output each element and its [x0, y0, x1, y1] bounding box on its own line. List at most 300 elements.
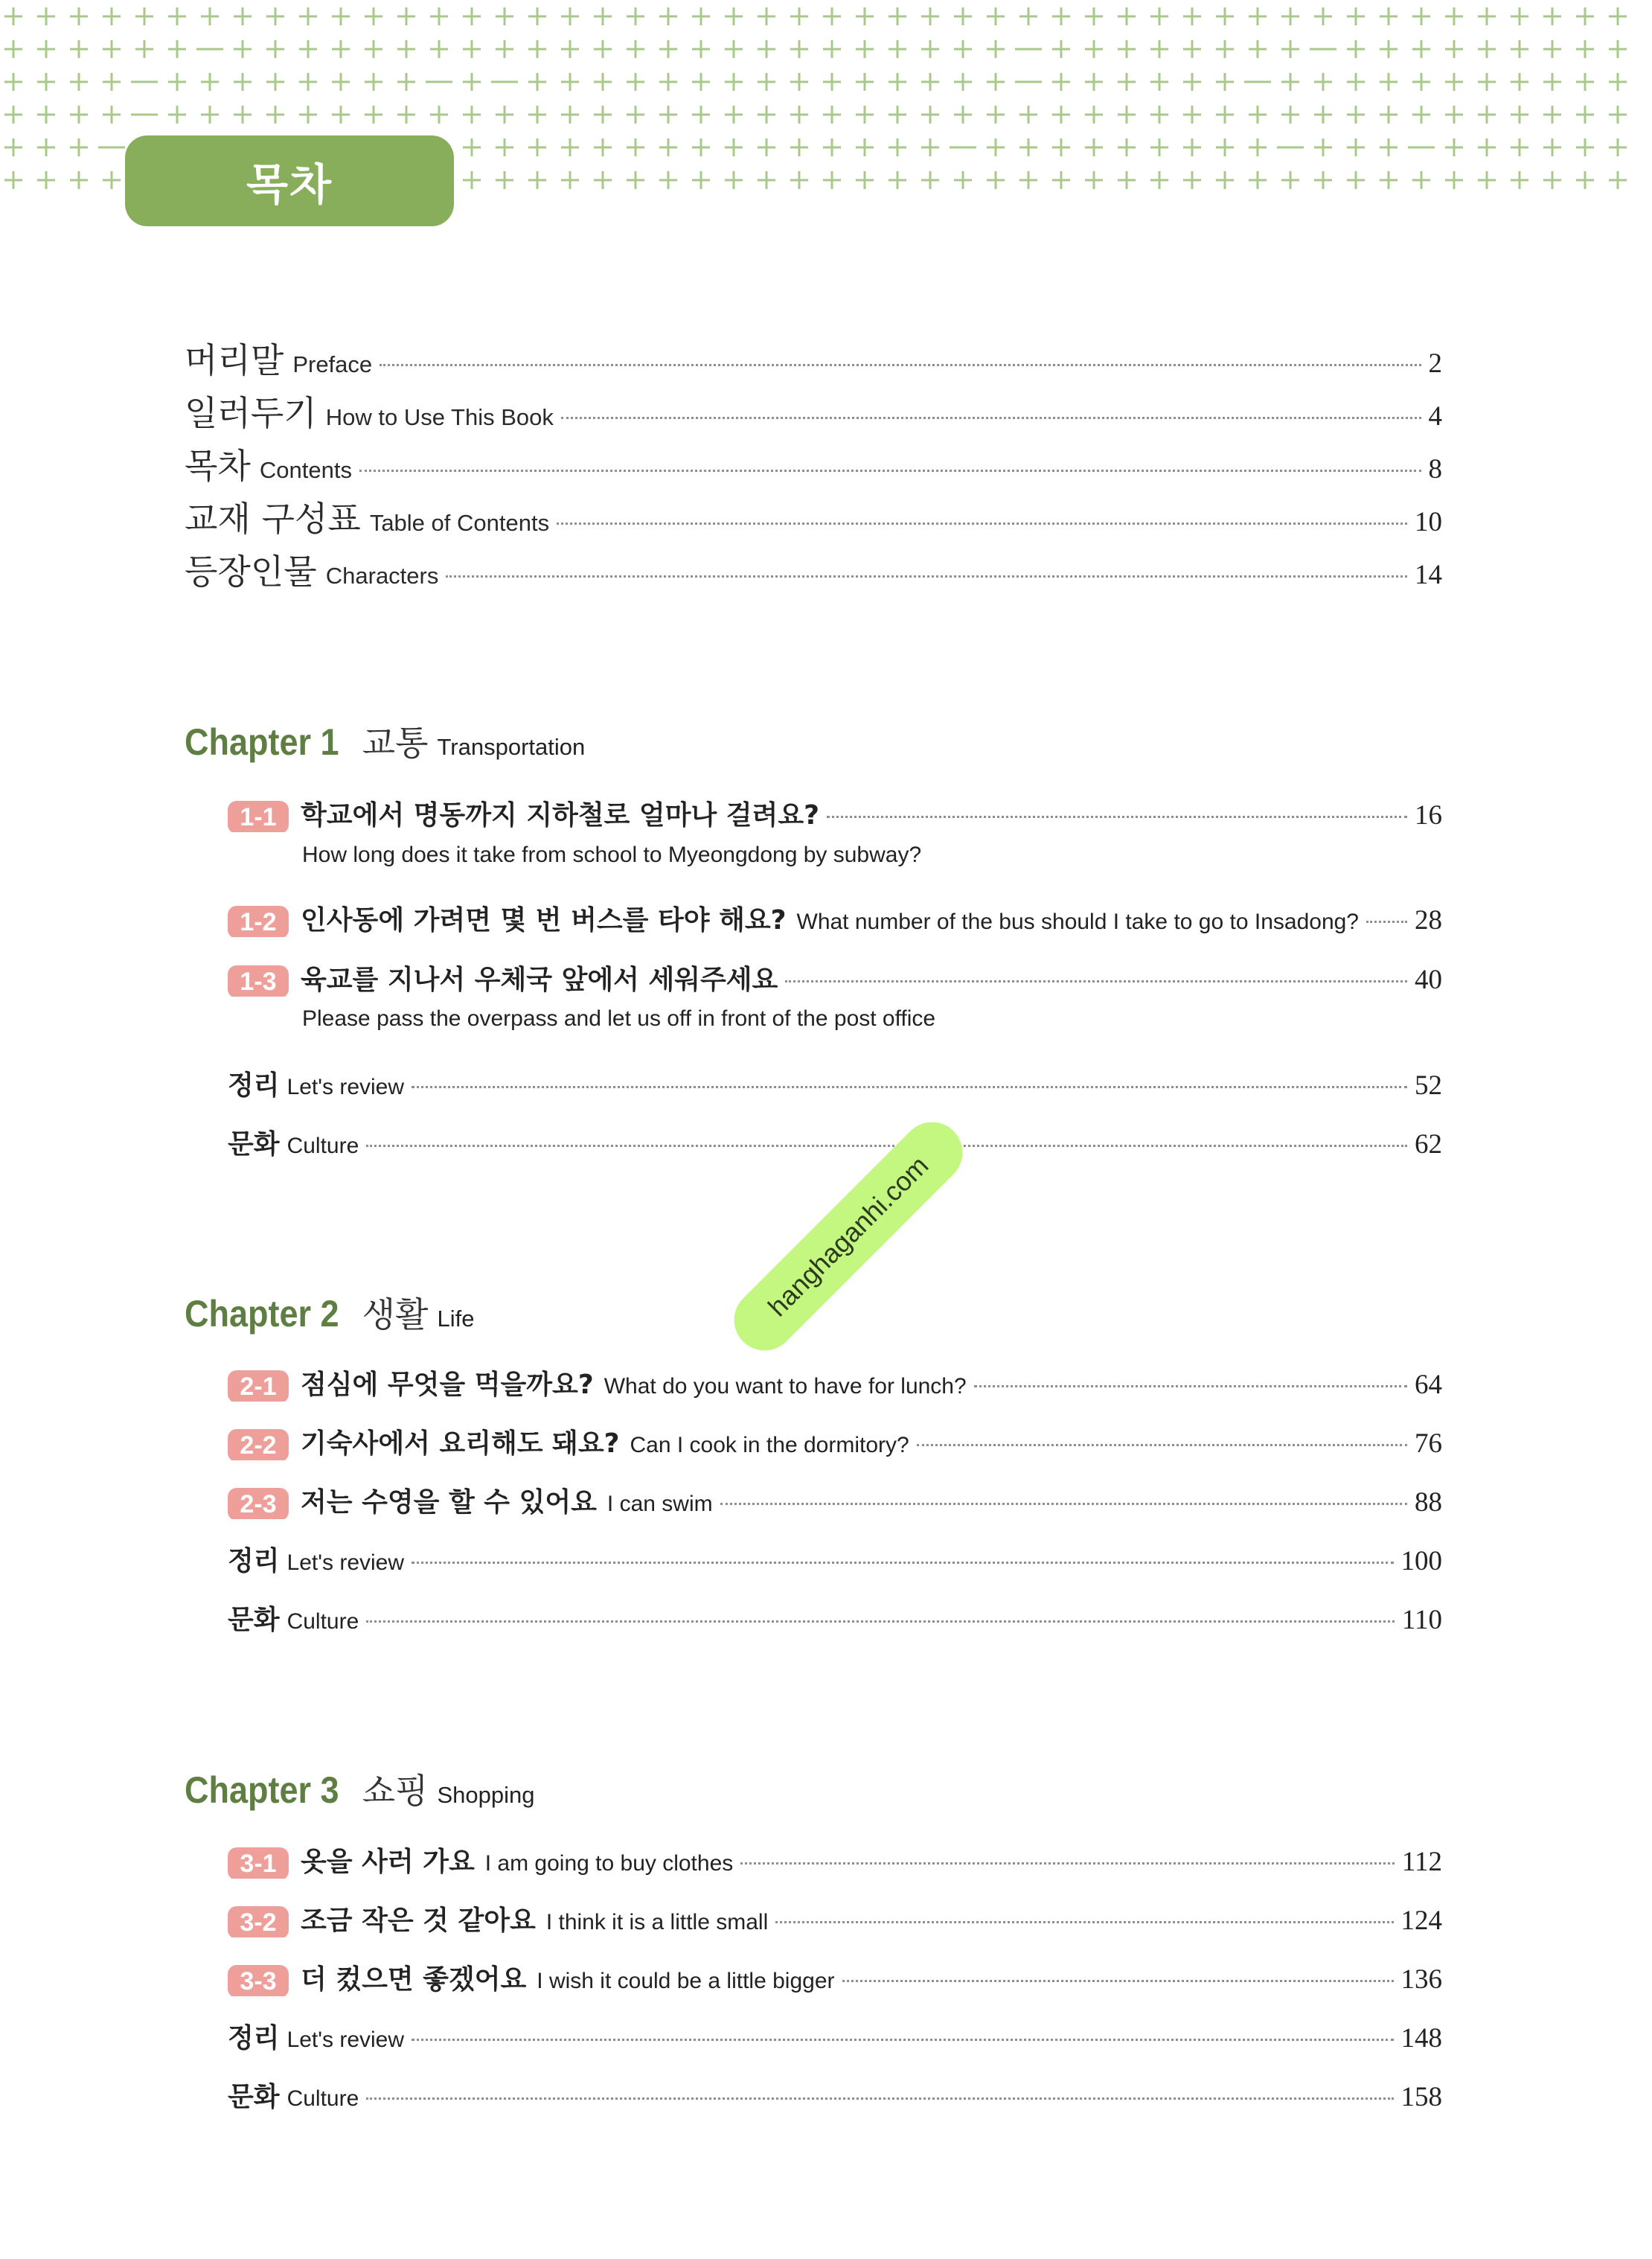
- cross-mark: [790, 106, 808, 124]
- cross-mark: [528, 73, 546, 91]
- page-title-tab: [125, 135, 454, 226]
- cross-mark: [1183, 40, 1201, 58]
- cross-mark: [790, 171, 808, 189]
- entry-korean: 목차: [185, 446, 251, 486]
- cross-mark: [201, 73, 219, 91]
- cross-mark: [1085, 7, 1103, 25]
- leader-dots: [1366, 921, 1407, 923]
- lesson-badge: 1-3: [228, 965, 289, 997]
- chapter-korean: 교통: [362, 723, 429, 763]
- toc-entry-characters[interactable]: [185, 545, 1442, 594]
- cross-mark: [135, 7, 153, 25]
- cross-mark: [1052, 7, 1070, 25]
- cross-mark: [1511, 171, 1528, 189]
- cross-mark: [921, 40, 939, 58]
- cross-mark: [725, 40, 743, 58]
- cross-mark: [856, 40, 874, 58]
- cross-mark: [594, 7, 612, 25]
- cross-mark: [266, 7, 284, 25]
- cross-mark: [299, 106, 317, 124]
- culture-english: Culture: [286, 1609, 359, 1634]
- cross-mark: [1281, 73, 1299, 91]
- cross-mark: [496, 40, 513, 58]
- cross-mark: [659, 7, 677, 25]
- cross-mark: [70, 7, 88, 25]
- leader-dots: [775, 1921, 1393, 1923]
- cross-mark: [365, 40, 382, 58]
- lesson-badge: 2-3: [228, 1488, 289, 1519]
- page-number: 124: [1400, 1905, 1442, 1936]
- lesson-1-3[interactable]: [228, 959, 1442, 997]
- cross-mark: [758, 171, 775, 189]
- page-number: 112: [1401, 1847, 1442, 1877]
- toc-entry-table-of-contents[interactable]: [185, 492, 1442, 541]
- lesson-english: I can swim: [606, 1492, 713, 1516]
- leader-dots: [412, 1086, 1407, 1088]
- cross-mark: [1085, 171, 1103, 189]
- leader-dots: [366, 1620, 1395, 1623]
- cross-mark: [1249, 171, 1267, 189]
- leader-dots: [412, 1562, 1393, 1564]
- cross-mark: [823, 171, 841, 189]
- page-number: 40: [1415, 965, 1442, 995]
- review-korean: 정리: [228, 1546, 280, 1576]
- cross-mark: [70, 171, 88, 189]
- lesson-korean: 학교에서 명동까지 지하철로 얼마나 걸려요?: [301, 800, 819, 831]
- lesson-badge: 3-2: [228, 1906, 289, 1937]
- cross-mark: [1412, 73, 1430, 91]
- chapter-label: Chapter 2: [185, 1293, 339, 1335]
- cross-mark: [1019, 106, 1037, 124]
- cross-mark: [1052, 73, 1070, 91]
- lesson-2-1[interactable]: [228, 1364, 1442, 1402]
- cross-mark: [528, 7, 546, 25]
- cross-mark: [594, 171, 612, 189]
- cross-mark: [201, 106, 219, 124]
- page-number: 158: [1400, 2082, 1442, 2112]
- cross-mark: [70, 40, 88, 58]
- cross-mark: [889, 171, 906, 189]
- cross-mark: [1478, 73, 1496, 91]
- cross-mark: [823, 138, 841, 156]
- culture-english: Culture: [286, 2086, 359, 2111]
- cross-mark: [1511, 106, 1528, 124]
- cross-mark: [37, 106, 55, 124]
- cross-mark: [692, 40, 710, 58]
- cross-mark: [1183, 73, 1201, 91]
- cross-mark: [1511, 7, 1528, 25]
- chapter-3-heading[interactable]: [185, 1764, 535, 1813]
- cross-mark: [1478, 40, 1496, 58]
- lesson-badge: 2-1: [228, 1370, 289, 1402]
- cross-mark: [954, 171, 972, 189]
- review-chapter-2[interactable]: [228, 1540, 1442, 1578]
- cross-mark: [397, 73, 415, 91]
- cross-mark: [659, 73, 677, 91]
- leader-dots: [827, 816, 1407, 818]
- cross-mark: [1380, 73, 1398, 91]
- cross-mark: [1445, 7, 1463, 25]
- toc-entry-contents[interactable]: [185, 439, 1442, 488]
- review-korean: 정리: [228, 1070, 280, 1101]
- cross-mark: [103, 73, 121, 91]
- entry-english: Table of Contents: [369, 510, 550, 536]
- lesson-3-2[interactable]: [228, 1899, 1442, 1937]
- leader-dots: [785, 980, 1407, 982]
- cross-mark: [790, 7, 808, 25]
- chapter-korean: 생활: [362, 1294, 429, 1335]
- cross-mark: [496, 7, 513, 25]
- cross-mark: [1347, 73, 1365, 91]
- cross-mark: [332, 73, 350, 91]
- cross-mark: [1576, 40, 1594, 58]
- cross-mark: [889, 106, 906, 124]
- cross-mark: [1249, 106, 1267, 124]
- cross-mark: [397, 7, 415, 25]
- page-number: 62: [1415, 1129, 1442, 1160]
- lesson-korean: 점심에 무엇을 먹을까요?: [301, 1370, 594, 1400]
- cross-mark: [234, 73, 252, 91]
- chapter-1-heading[interactable]: [185, 716, 585, 765]
- cross-mark: [594, 40, 612, 58]
- cross-mark: [299, 40, 317, 58]
- cross-mark: [987, 7, 1005, 25]
- leader-dots: [359, 470, 1421, 472]
- lesson-english: What do you want to have for lunch?: [604, 1374, 967, 1399]
- cross-mark: [954, 73, 972, 91]
- page-number: 52: [1415, 1070, 1442, 1101]
- review-korean: 정리: [228, 2023, 280, 2054]
- cross-mark: [1347, 40, 1365, 58]
- lesson-badge: 3-3: [228, 1965, 289, 1996]
- cross-mark: [397, 106, 415, 124]
- cross-mark: [1183, 171, 1201, 189]
- cross-mark: [1118, 138, 1136, 156]
- culture-korean: 문화: [228, 1129, 280, 1160]
- lesson-korean: 더 컸으면 좋겠어요: [301, 1964, 527, 1995]
- cross-mark: [1150, 40, 1168, 58]
- cross-mark: [1380, 138, 1398, 156]
- cross-mark: [37, 73, 55, 91]
- cross-mark: [365, 73, 382, 91]
- cross-mark: [1052, 40, 1070, 58]
- cross-mark: [528, 106, 546, 124]
- cross-mark: [1543, 7, 1561, 25]
- cross-mark: [266, 106, 284, 124]
- cross-mark: [1216, 106, 1234, 124]
- cross-mark: [1511, 73, 1528, 91]
- cross-mark: [1118, 7, 1136, 25]
- cross-mark: [889, 7, 906, 25]
- toc-entry-how-to-use[interactable]: [185, 386, 1442, 435]
- cross-mark: [430, 7, 448, 25]
- cross-mark: [1150, 106, 1168, 124]
- cross-mark: [1543, 40, 1561, 58]
- cross-mark: [659, 40, 677, 58]
- cross-mark: [1609, 73, 1627, 91]
- cross-mark: [430, 106, 448, 124]
- page-number: 10: [1415, 507, 1442, 537]
- cross-mark: [758, 73, 775, 91]
- cross-mark: [234, 7, 252, 25]
- cross-mark: [1150, 171, 1168, 189]
- leader-dots: [380, 364, 1421, 366]
- cross-mark: [561, 73, 579, 91]
- cross-mark: [299, 73, 317, 91]
- cross-mark: [1380, 40, 1398, 58]
- cross-mark: [790, 40, 808, 58]
- cross-mark: [4, 73, 22, 91]
- cross-mark: [1445, 106, 1463, 124]
- cross-mark: [692, 171, 710, 189]
- page-number: 100: [1400, 1546, 1442, 1576]
- cross-mark: [725, 7, 743, 25]
- cross-mark: [758, 40, 775, 58]
- cross-mark: [921, 73, 939, 91]
- lesson-korean: 저는 수영을 할 수 있어요: [301, 1487, 597, 1518]
- culture-chapter-3[interactable]: [228, 2076, 1442, 2114]
- cross-mark: [954, 40, 972, 58]
- cross-mark: [1347, 171, 1365, 189]
- cross-mark: [1380, 106, 1398, 124]
- cross-mark: [758, 138, 775, 156]
- cross-mark: [921, 138, 939, 156]
- cross-mark: [1543, 138, 1561, 156]
- entry-english: Preface: [292, 351, 373, 377]
- cross-mark: [168, 106, 186, 124]
- cross-mark: [1118, 40, 1136, 58]
- cross-mark: [4, 7, 22, 25]
- page-number: 4: [1428, 401, 1442, 432]
- page-number: 64: [1415, 1370, 1442, 1400]
- lesson-english: I wish it could be a little bigger: [537, 1969, 835, 1993]
- cross-mark: [1347, 7, 1365, 25]
- page-number: 110: [1401, 1605, 1442, 1635]
- page-number: 14: [1415, 560, 1442, 590]
- cross-mark: [1445, 73, 1463, 91]
- cross-mark: [1249, 7, 1267, 25]
- cross-mark: [1609, 138, 1627, 156]
- cross-mark: [1281, 7, 1299, 25]
- cross-mark: [430, 40, 448, 58]
- cross-mark: [1445, 138, 1463, 156]
- cross-mark: [1118, 73, 1136, 91]
- leader-dots: [412, 2039, 1393, 2041]
- cross-mark: [528, 171, 546, 189]
- chapter-english: Transportation: [437, 734, 586, 760]
- cross-mark: [1052, 171, 1070, 189]
- cross-mark: [103, 40, 121, 58]
- lesson-korean: 옷을 사러 가요: [301, 1847, 475, 1877]
- cross-mark: [1609, 171, 1627, 189]
- cross-mark: [659, 106, 677, 124]
- page-number: 16: [1415, 800, 1442, 831]
- cross-mark: [1314, 171, 1332, 189]
- cross-mark: [463, 138, 481, 156]
- cross-mark: [561, 106, 579, 124]
- cross-mark: [725, 138, 743, 156]
- lesson-english: What number of the bus should I take to go to Insadong?: [796, 910, 1359, 934]
- cross-mark: [1183, 106, 1201, 124]
- cross-mark: [1576, 106, 1594, 124]
- cross-mark: [332, 7, 350, 25]
- cross-mark: [1019, 138, 1037, 156]
- cross-mark: [1019, 171, 1037, 189]
- cross-mark: [987, 40, 1005, 58]
- cross-mark: [889, 40, 906, 58]
- review-english: Let's review: [286, 1075, 405, 1099]
- cross-mark: [37, 171, 55, 189]
- cross-mark: [463, 73, 481, 91]
- cross-mark: [332, 40, 350, 58]
- watermark-text: hanghaganhi.com: [761, 1149, 935, 1323]
- cross-mark: [659, 138, 677, 156]
- cross-mark: [496, 106, 513, 124]
- cross-mark: [561, 40, 579, 58]
- page-number: 136: [1400, 1964, 1442, 1995]
- cross-mark: [987, 106, 1005, 124]
- review-chapter-1[interactable]: [228, 1064, 1442, 1102]
- leader-dots: [366, 1145, 1407, 1147]
- cross-mark: [37, 138, 55, 156]
- cross-mark: [725, 171, 743, 189]
- cross-mark: [1576, 171, 1594, 189]
- cross-mark: [790, 138, 808, 156]
- cross-mark: [168, 7, 186, 25]
- lesson-2-3[interactable]: [228, 1481, 1442, 1519]
- lesson-english-subline: How long does it take from school to Myeongdong by subway?: [302, 843, 922, 867]
- cross-mark: [1347, 138, 1365, 156]
- cross-mark: [332, 106, 350, 124]
- cross-mark: [1085, 138, 1103, 156]
- cross-mark: [397, 40, 415, 58]
- cross-mark: [266, 40, 284, 58]
- cross-mark: [856, 138, 874, 156]
- cross-mark: [627, 73, 644, 91]
- cross-mark: [1281, 106, 1299, 124]
- review-english: Let's review: [286, 1550, 405, 1575]
- lesson-1-2[interactable]: [228, 899, 1442, 937]
- lesson-1-1[interactable]: [228, 794, 1442, 832]
- chapter-label: Chapter 1: [185, 721, 339, 763]
- cross-mark: [1543, 73, 1561, 91]
- cross-mark: [1576, 7, 1594, 25]
- chapter-2-heading[interactable]: [185, 1288, 474, 1337]
- cross-mark: [1511, 40, 1528, 58]
- cross-mark: [135, 40, 153, 58]
- cross-mark: [594, 106, 612, 124]
- cross-mark: [299, 7, 317, 25]
- cross-mark: [1445, 171, 1463, 189]
- cross-mark: [1249, 138, 1267, 156]
- cross-mark: [1576, 73, 1594, 91]
- cross-mark: [37, 7, 55, 25]
- culture-chapter-2[interactable]: [228, 1599, 1442, 1637]
- cross-mark: [463, 106, 481, 124]
- review-chapter-3[interactable]: [228, 2017, 1442, 2055]
- lesson-english: I am going to buy clothes: [484, 1851, 734, 1876]
- page-number: 8: [1428, 454, 1442, 485]
- cross-mark: [70, 138, 88, 156]
- cross-mark: [1052, 106, 1070, 124]
- page-number: 148: [1400, 2023, 1442, 2054]
- cross-mark: [1150, 138, 1168, 156]
- cross-mark: [1445, 40, 1463, 58]
- cross-mark: [1085, 73, 1103, 91]
- cross-mark: [1609, 40, 1627, 58]
- cross-mark: [692, 7, 710, 25]
- cross-mark: [1183, 7, 1201, 25]
- lesson-badge: 1-1: [228, 801, 289, 832]
- entry-korean: 머리말: [185, 340, 284, 380]
- culture-chapter-1[interactable]: [228, 1123, 1442, 1161]
- cross-mark: [561, 7, 579, 25]
- cross-mark: [856, 106, 874, 124]
- cross-mark: [1314, 106, 1332, 124]
- cross-mark: [463, 40, 481, 58]
- cross-mark: [856, 73, 874, 91]
- cross-mark: [921, 171, 939, 189]
- cross-mark: [692, 138, 710, 156]
- entry-english: How to Use This Book: [325, 404, 554, 430]
- cross-mark: [889, 138, 906, 156]
- leader-dots: [557, 523, 1407, 525]
- entry-english: Characters: [325, 563, 439, 589]
- lesson-3-3[interactable]: [228, 1958, 1442, 1996]
- cross-mark: [856, 171, 874, 189]
- cross-mark: [692, 106, 710, 124]
- cross-mark: [1216, 40, 1234, 58]
- cross-mark: [987, 171, 1005, 189]
- cross-mark: [1543, 171, 1561, 189]
- cross-mark: [627, 138, 644, 156]
- cross-mark: [561, 171, 579, 189]
- lesson-english-subline: Please pass the overpass and let us off in front of the post office: [302, 1006, 936, 1031]
- cross-mark: [987, 138, 1005, 156]
- cross-mark: [921, 7, 939, 25]
- cross-mark: [1150, 7, 1168, 25]
- cross-mark: [889, 73, 906, 91]
- cross-mark: [1281, 171, 1299, 189]
- cross-mark: [1412, 106, 1430, 124]
- cross-mark: [758, 7, 775, 25]
- cross-mark: [1216, 7, 1234, 25]
- lesson-2-2[interactable]: [228, 1422, 1442, 1460]
- cross-mark: [1019, 7, 1037, 25]
- entry-korean: 일러두기: [185, 393, 317, 433]
- entry-korean: 등장인물: [185, 552, 317, 592]
- culture-english: Culture: [286, 1134, 359, 1158]
- cross-mark: [528, 40, 546, 58]
- cross-mark: [1052, 138, 1070, 156]
- cross-mark: [365, 106, 382, 124]
- lesson-badge: 2-2: [228, 1429, 289, 1460]
- cross-mark: [823, 7, 841, 25]
- page-number: 2: [1428, 348, 1442, 379]
- culture-korean: 문화: [228, 2082, 280, 2112]
- leader-dots: [446, 575, 1407, 578]
- cross-mark: [4, 106, 22, 124]
- cross-mark: [1478, 138, 1496, 156]
- cross-mark: [4, 40, 22, 58]
- cross-mark: [1543, 106, 1561, 124]
- cross-mark: [823, 106, 841, 124]
- cross-mark: [463, 171, 481, 189]
- cross-mark: [921, 106, 939, 124]
- page-number: 88: [1415, 1487, 1442, 1518]
- toc-entry-preface[interactable]: [185, 333, 1442, 383]
- lesson-3-1[interactable]: [228, 1841, 1442, 1879]
